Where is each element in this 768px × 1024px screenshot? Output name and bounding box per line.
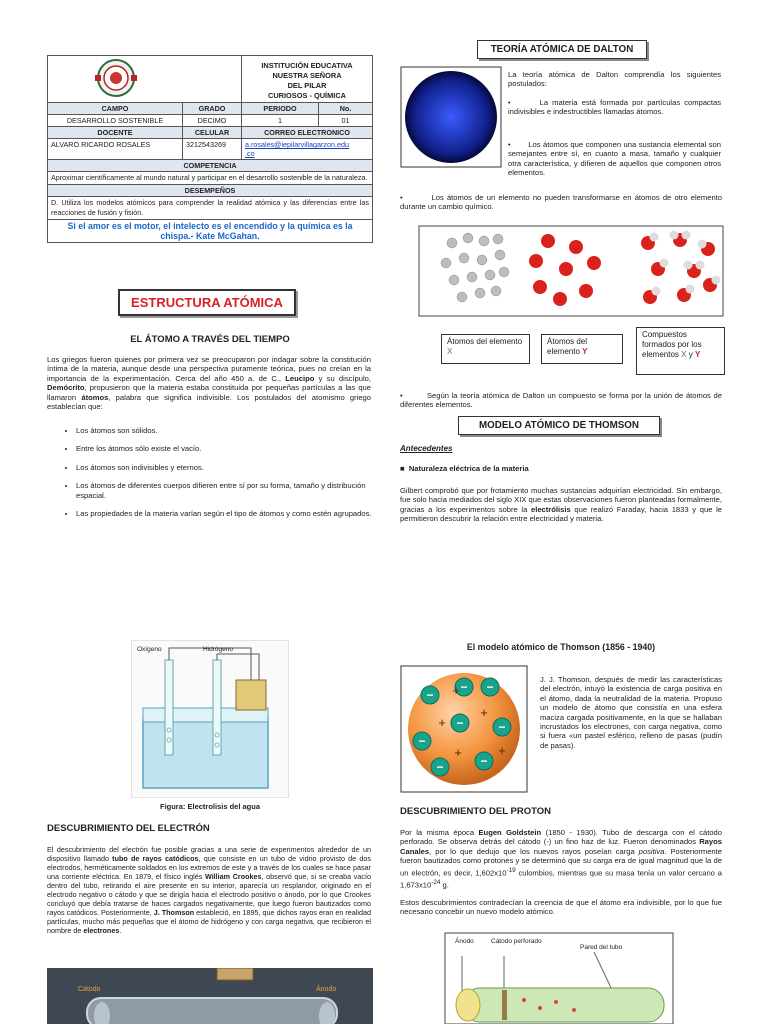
correo-label: CORREO ELECTRONICO [242, 127, 373, 139]
dalton-postulate-1-text: La materia está formada por partículas compactas indivisibles e indestructibles llamadas átomos. [508, 98, 721, 117]
thomson-model-text: J. J. Thomson, después de medir las características del electrón, intuyó la existencia de carga positiva en el átomo, dada la neutralidad de la materia. Propuso un modelo de átomo que consistía en una esfera maciza cargada positivamente, en la que se hallaban incrustados los electrones, con carga negativa, como si fuera «un pastel esférico, relleno de pasas (pudín de pasas). [540, 675, 722, 750]
hidrogeno-label: Hidrógeno [203, 646, 233, 653]
competencia-label: COMPETENCIA [48, 160, 373, 172]
label-atoms-y-text: Átomos del elemento [547, 337, 588, 356]
thomson-model-illustration [400, 665, 528, 793]
gilbert-paragraph [400, 486, 722, 524]
proton-positiva: positiva [638, 846, 665, 856]
label-compounds-x: X [681, 350, 687, 359]
institution-cell [242, 56, 373, 103]
email-link-2[interactable]: .co [245, 149, 255, 158]
proton-title: DESCUBRIMIENTO DEL PROTON [400, 806, 551, 817]
svg-text:−: − [456, 716, 464, 730]
s1-leucipo: Leucipo [285, 373, 315, 383]
s2-text-c: , que consiste en un tubo de vidrio provisto de dos electrodos, herméticamente soldados en los extremos de este y a través de los cuales se hace pasar una corriente eléctrica. En 1879, el físico inglés [47, 854, 371, 881]
svg-text:−: − [460, 680, 468, 694]
proton-goldstein: Eugen Goldstein [478, 828, 542, 837]
section1-paragraph [47, 355, 371, 411]
s2-thomson: J. Thomson [153, 908, 195, 917]
svg-text:−: − [436, 760, 444, 774]
dalton-postulate-3: • Los átomos de un elemento no pueden transformarse en átomos de otro elemento durante un cambio químico. [400, 193, 723, 212]
svg-text:+: + [498, 743, 506, 758]
proton-paragraph-1 [400, 828, 722, 890]
dalton-postulate-1: • La materia está formada por partículas compactas indivisibles e indestructibles llamadas átomos. [508, 98, 721, 117]
proton-paragraph-2: Estos descubrimientos contradecían la creencia de que el átomo era indivisible, por lo que fue necesario concebir un nuevo modelo atómico. [400, 898, 722, 917]
label-atoms-x-letter: X [447, 347, 453, 356]
docente-value: ALVARO RICARDO ROSALES [48, 139, 183, 160]
label-compounds [636, 327, 725, 375]
competencia-text: Aproximar científicamente al mundo natural y participar en el desarrollo sostenible de la naturaleza. [48, 172, 373, 185]
periodo-label: PERIODO [242, 103, 319, 115]
tube2-catodo-label: Cátodo perforado [491, 938, 542, 945]
tube2-pared-label: Pared del tubo [580, 944, 623, 951]
proton-text-i: culombios, mientras que su masa tenía un valor cercano a 1,673x10 [400, 868, 722, 890]
celular-value: 3212543269 [183, 139, 242, 160]
tube2-anodo-label: Ánodo [455, 938, 474, 945]
catodo-label: Cátodo [78, 986, 101, 993]
desempenos-text: D. Utiliza los modelos atómicos para comprender la realidad atómica y las diferencias entre las reacciones de fusión y fisión. [48, 197, 373, 220]
gilbert-text-c: que realizó Faraday, hacia 1833 y que le permitieron descubrir la relación entre electricidad y materia. [400, 504, 723, 524]
no-value: 01 [319, 115, 373, 127]
docente-label: DOCENTE [48, 127, 183, 139]
anodo-label: Ánodo [316, 986, 337, 993]
dalton-postulate-3-text: Los átomos de un elemento no pueden transformarse en átomos de otro elemento durante un cambio químico. [400, 193, 723, 212]
atomism-postulates-list [62, 426, 380, 527]
s2-electrones: electrones [83, 926, 120, 935]
gilbert-electrolisis: electrólisis [531, 504, 571, 514]
electrolysis-figure [131, 640, 289, 798]
dalton-postulate-2: • Los átomos que componen una sustancia elemental son semejantes entre sí, en cuanto a masa, tamaño y cualquier otra característica, y difieren de aquellos que componen otros elementos. [508, 140, 721, 178]
dalton-postulate-4-text: Según la teoría atómica de Dalton un compuesto se forma por la unión de átomos de diferentes elementos. [400, 391, 722, 410]
figure-caption: Figura: Electrolisis del agua [159, 802, 261, 811]
goldstein-tube-figure [444, 932, 674, 1024]
svg-text:−: − [498, 720, 506, 734]
main-title: ESTRUCTURA ATÓMICA [118, 289, 296, 316]
s2-tubo: tubo de rayos catódicos [112, 854, 199, 863]
dalton-intro: La teoría atómica de Dalton comprendía los siguientes postulados: [508, 70, 721, 89]
postulate-item: • Las propiedades de la materia varían según el tipo de átomos y como estén agrupados. [76, 509, 380, 518]
grado-value: DECIMO [183, 115, 242, 127]
s2-crookes: William Crookes [204, 872, 262, 881]
header-table [47, 55, 373, 243]
s1-text-c: y su discípulo, [314, 373, 371, 383]
dalton-postulate-4: • Según la teoría atómica de Dalton un compuesto se forma por la unión de átomos de diferentes elementos. [400, 391, 722, 410]
s1-democrito: Demócrito [47, 383, 85, 393]
no-label: No. [319, 103, 373, 115]
desempenos-label: DESEMPEÑOS [48, 185, 373, 197]
svg-text:+: + [452, 683, 460, 698]
thomson-model-title: El modelo atómico de Thomson (1856 - 1940) [466, 642, 656, 652]
proton-text-k: g. [440, 880, 449, 890]
section1-title: EL ÁTOMO A TRAVÉS DEL TIEMPO [130, 334, 290, 345]
proton-text-c: (1850 - 1930). Tubo de descarga con el cátodo perforado. Se observa detrás del cátodo (-) un fino haz de luz. Fueron denominados [400, 828, 722, 847]
svg-text:−: − [418, 734, 426, 748]
label-compounds-text: Compuestos formados por los elementos [642, 330, 702, 359]
institution-name-2: DEL PILAR [287, 81, 327, 90]
proton-exp-1: -19 [506, 866, 516, 874]
proton-text-a: Por la misma época [400, 828, 479, 837]
institution-subject: CURIOSOS - QUÍMICA [267, 91, 346, 100]
label-compounds-y: Y [694, 350, 701, 359]
svg-text:−: − [426, 688, 434, 702]
svg-text:+: + [454, 745, 462, 760]
grado-label: GRADO [183, 103, 242, 115]
dalton-postulate-2-text: Los átomos que componen una sustancia elemental son semejantes entre sí, en cuanto a masa, tamaño y cualquier otra característica, y difieren de aquellos que componen otros elementos. [508, 140, 721, 178]
svg-text:−: − [486, 680, 494, 694]
section2-paragraph [47, 845, 371, 935]
thomson-title: MODELO ATÓMICO DE THOMSON [458, 416, 660, 435]
svg-text:+: + [480, 705, 488, 720]
antecedentes-heading: Antecedentes [400, 444, 453, 453]
quote: Si el amor es el motor, el intelecto es el encendido y la química es la chispa.- Kate McGahan. [48, 220, 373, 243]
institution-name-1: INSTITUCIÓN EDUCATIVA NUESTRA SEÑORA [261, 61, 353, 80]
oxigeno-label: Oxígeno [137, 646, 162, 653]
proton-rayos-canales: Rayos Canales [400, 837, 722, 856]
correo-value[interactable] [242, 139, 373, 160]
school-seal-logo [51, 57, 181, 99]
gilbert-text-a: Gilbert comprobó que por frotamiento muchas sustancias adquirían electricidad. Sin embargo, fue solo hacia mediados del siglo XIX que estas observaciones fueron planteadas formalmente, gracias a los experimentos sobre la [400, 486, 722, 514]
s1-atomos: átomos [81, 392, 109, 402]
label-atoms-x [441, 334, 530, 364]
postulate-item: • Los átomos son indivisibles y eternos. [76, 463, 380, 472]
postulate-item: • Entre los átomos sólo existe el vacío. [76, 444, 380, 453]
cathode-ray-tube-figure [47, 968, 373, 1024]
naturaleza-text: Naturaleza eléctrica de la materia [408, 464, 529, 473]
s2-text-g: estableció, en 1895, que dichos rayos eran en realidad partículas, mucho más pequeñas que el átomo de hidrógeno y con carga negativa, que recibieron el nombre de [47, 908, 371, 935]
proton-text-e: , por lo que dedujo que los nuevos rayos poseían carga [429, 846, 639, 856]
label-compounds-and: y [686, 350, 695, 359]
campo-value: DESARROLLO SOSTENIBLE [48, 115, 183, 127]
campo-label: CAMPO [48, 103, 183, 115]
celular-label: CELULAR [183, 127, 242, 139]
s1-text-g: , palabra que significa indivisible. Los postulados del atomismo griego establecían que: [47, 392, 371, 412]
s1-text-a: Los griegos fueron quienes por primera vez se preocuparon por indagar sobre la constitución íntima de la materia, aunque desde una perspectiva puramente teórica, pues no creían en la importancia de la experimentación. Cerca del año 450 a. de C., [47, 355, 371, 383]
dalton-elements-figure [418, 225, 724, 317]
label-atoms-y [541, 334, 623, 364]
label-atoms-x-text: Átomos del elemento [447, 337, 523, 346]
s2-text-i: . [119, 926, 122, 935]
naturaleza-heading: ■ Naturaleza eléctrica de la materia [400, 464, 529, 473]
s1-text-e: , propusieron que la materia estaba constituida por pequeñas partículas a las que llamaron [47, 383, 371, 402]
proton-text-g: . Posteriormente fueron bautizados como protones y se determinó que su carga era de igual magnitud que la de un electrón, es decir, 1,602x10 [400, 846, 722, 878]
logo-cell [48, 56, 242, 103]
dalton-title: TEORÍA ATÓMICA DE DALTON [477, 40, 647, 59]
section2-title: DESCUBRIMIENTO DEL ELECTRÓN [47, 823, 210, 834]
postulate-item: • Los átomos de diferentes cuerpos difieren entre sí por su forma, tamaño y distribución espacial. [76, 481, 380, 500]
dalton-atom-illustration [400, 66, 502, 168]
postulate-item: • Los átomos son sólidos. [76, 426, 380, 435]
label-atoms-y-letter: Y [582, 347, 588, 356]
svg-text:+: + [438, 715, 446, 730]
email-link-1[interactable]: a.rosales@iepilarvillagarzon.edu [245, 140, 349, 149]
s2-text-e: , observó que, si se creaba vacío dentro del tubo, retirando el aire presente en su interior, aparecía un resplandor, originado en el electrodo negativo o cátodo y que se dirigía hacia el electrodo positivo o ánodo, por lo que Crookes concluyó que debía tratarse de haces cargados negativamente, que luego fueron bautizados como rayos catódicos. Posteriormente, [47, 872, 371, 917]
svg-text:−: − [480, 754, 488, 768]
periodo-value: 1 [242, 115, 319, 127]
proton-exp-2: -24 [431, 878, 441, 886]
s2-text-a: El descubrimiento del electrón fue posible gracias a una serie de experimentos alrededor de un dispositivo llamado [47, 845, 371, 863]
